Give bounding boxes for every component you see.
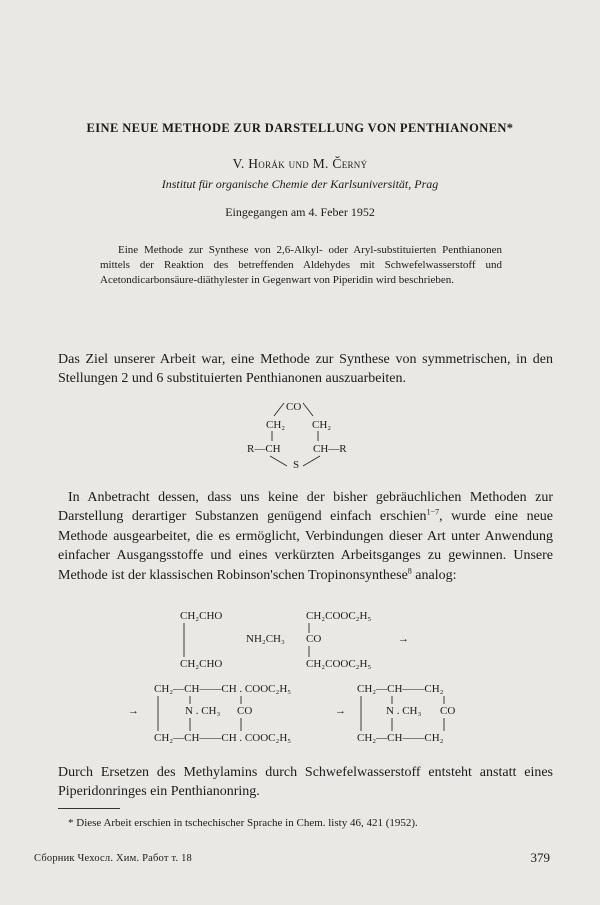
reactant-ester-top: CH₂COOC₂H₅ xyxy=(306,610,372,622)
intermediate-co: CO xyxy=(237,705,253,717)
institute: Institut für organische Chemie der Karlsuniversität, Prag xyxy=(161,177,439,191)
bond xyxy=(303,456,320,466)
method-text-b: , wurde eine neue Methode ausgearbeitet, die es ermöglicht, Verbindungen dieser Art unter Anwendung einfacher Ausgangsstoffe und eines verkürzten Arbeitsganges zu gewinnen. Unsere Methode ist der klassischen Robinson'schen Tropinonsynthese xyxy=(58,509,553,583)
scheme1-co: CO xyxy=(286,401,302,413)
reference-8: 8 xyxy=(407,565,412,575)
product-n: N . CH₃ xyxy=(386,705,422,717)
arrow-2: → xyxy=(128,705,139,717)
intermediate-n: N . CH₃ xyxy=(185,705,221,717)
footnote: * Diese Arbeit erschien in tschechischer Sprache in Chem. listy 46, 421 (1952). xyxy=(68,817,418,829)
product-top: CH₂—CH——CH₂ xyxy=(357,683,444,695)
method-text-c: analog: xyxy=(411,567,457,583)
paragraph-intro: Das Ziel unserer Arbeit war, eine Methode zur Synthese von symmetrischen, in den Stellungen 2 und 6 substituierten Penthianonen auszuarbeiten. xyxy=(58,352,553,387)
footnote-rule xyxy=(58,808,120,809)
bond xyxy=(270,456,287,466)
intermediate-top: CH₂—CH——CH . COOC₂H₅ xyxy=(154,683,292,695)
page-number: 379 xyxy=(530,850,550,865)
reactant-co: CO xyxy=(306,633,322,645)
product-co: CO xyxy=(440,705,456,717)
method-text-a: In Anbetracht dessen, dass uns keine der bisher gebräuchlichen Methoden zur Darstellung derartiger Substanzen genügend einfach erschien xyxy=(58,490,553,525)
scheme1-s: S xyxy=(293,459,300,471)
journal-name: Сборник Чехосл. Хим. Работ т. 18 xyxy=(34,853,193,864)
reference-1-7: 1−7 xyxy=(426,507,440,517)
reactant-aldehyde-top: CH₂CHO xyxy=(180,610,223,622)
paragraph-method xyxy=(58,488,553,585)
reactant-amine: NH₂CH₃ xyxy=(246,633,285,645)
scheme1-ch2-right: CH₂ xyxy=(312,419,332,431)
paragraph-conclusion: Durch Ersetzen des Methylamins durch Schwefelwasserstoff entsteht anstatt eines Piperidonringes ein Penthianonring. xyxy=(58,765,553,800)
bond xyxy=(274,403,284,416)
authors: V. Horák und M. Černý xyxy=(232,156,368,171)
received-date: Eingegangen am 4. Feber 1952 xyxy=(225,205,375,219)
product-bottom: CH₂—CH——CH₂ xyxy=(357,732,444,744)
scheme1-r-ch: R—CH xyxy=(247,443,281,455)
reactant-ester-bottom: CH₂COOC₂H₅ xyxy=(306,658,372,670)
bond xyxy=(303,403,313,416)
arrow-3: → xyxy=(335,705,346,717)
scheme1-ch2-left: CH₂ xyxy=(266,419,286,431)
reactant-aldehyde-bottom: CH₂CHO xyxy=(180,658,223,670)
intermediate-bottom: CH₂—CH——CH . COOC₂H₅ xyxy=(154,732,292,744)
abstract: Eine Methode zur Synthese von 2,6-Alkyl- oder Aryl-substituierten Penthianonen mittels der Reaktion des betreffenden Aldehydes mit Schwefelwasserstoff und Acetondicarbonsäure-diäthylester in Gegenwart von Piperidin wird beschrieben. xyxy=(100,244,502,286)
article-title: EINE NEUE METHODE ZUR DARSTELLUNG VON PENTHIANONEN* xyxy=(86,121,514,135)
arrow-1: → xyxy=(398,633,409,645)
scheme1-ch-r: CH—R xyxy=(313,443,347,455)
